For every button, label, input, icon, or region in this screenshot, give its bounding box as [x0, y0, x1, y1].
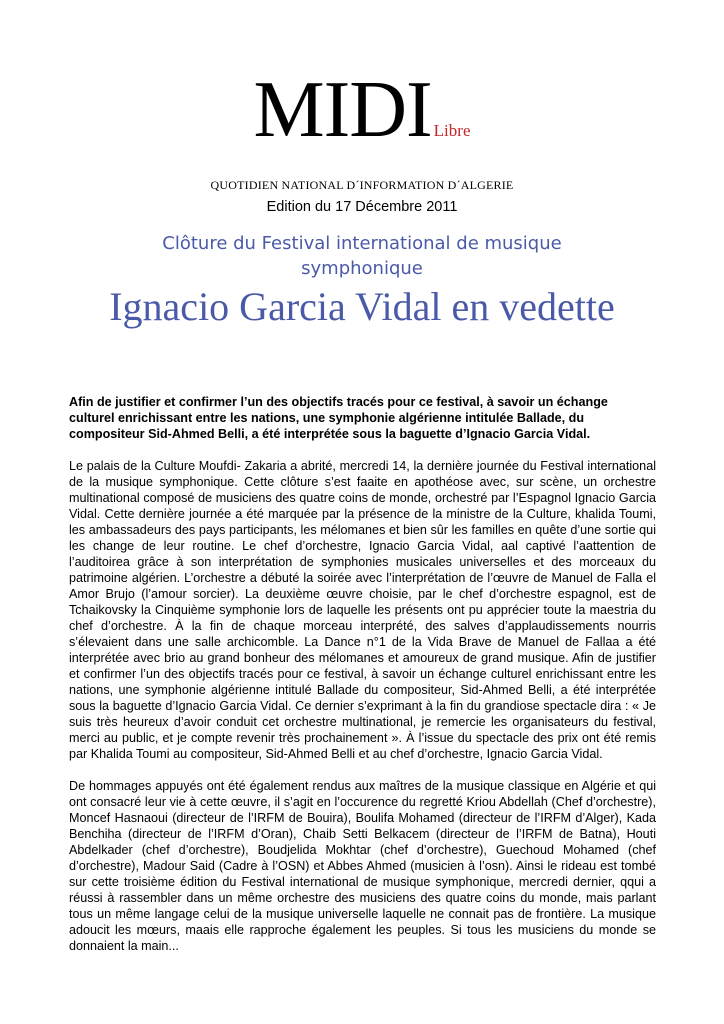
newspaper-subtitle: QUOTIDIEN NATIONAL D´INFORMATION D´ALGERIE — [210, 178, 514, 192]
newspaper-masthead — [0, 66, 724, 154]
article-headline: Ignacio Garcia Vidal en vedette — [109, 284, 615, 329]
article-body — [69, 394, 656, 970]
article-lead: Afin de justifier et confirmer l’un des objectifs tracés pour ce festival, à savoir un échange culturel enrichissant entre les nations, une symphonie algérienne intitulée Ballade, du compositeur Sid-Ahmed Belli, a été interprétée sous la baguette d’Ignacio Garcia Vidal. — [69, 395, 608, 441]
article-kicker: Clôture du Festival international de musique symphonique — [162, 233, 562, 279]
edition-date: Edition du 17 Décembre 2011 — [266, 199, 458, 215]
article-paragraph: De hommages appuyés ont été également rendus aux maîtres de la musique classique en Algérie et qui ont consacré leur vie à cette œuvre, il s’agit en l’occurence du regretté Kriou Abdellah (Chef d’orchestre), Moncef Hasnaoui (directeur de l’IRFM de Bouira), Boulifa Mohamed (directeur de l’IRFM d’Alger), Kada Benchiha (directeur de l’IRFM d’Oran), Chaib Setti Belkacem (directeur de l’IRFM de Batna), Houti Abdelkader (chef d’orchestre), Boudjelida Mokhtar (chef d’orchestre), Guechoud Mohamed (chef d’orchestre), Madour Said (Cadre à l’OSN) et Abbes Ahmed (musicien à l’osn). Ainsi le rideau est tombé sur cette troisième édition du Festival international de musique symphonique, mercredi dernier, qqui a réussi à rassembler dans un même orchestre des musiciens des quatre coins du monde, mais parlant tous un même langage celui de la musique universelle laquelle ne connait pas de frontière. La musique adoucit les mœurs, maais elle rapproche également les peuples. Si tous les musiciens du monde se donnaient la main... — [69, 779, 656, 953]
masthead-suffix: Libre — [433, 121, 471, 140]
masthead-name: MIDI — [253, 66, 432, 154]
article-paragraph: Le palais de la Culture Moufdi- Zakaria a abrité, mercredi 14, la dernière journée du Festival international de la musique symphonique. Cette clôture s’est faaite en apothéose avec, sur scène, un orchestre multinational composé de musiciens des quatre coins de monde, orchestré par l’Espagnol Ignacio Garcia Vidal. Cette dernière journée a été marquée par la présence de la ministre de la Culture, khalida Toumi, les ambassadeurs des pays participants, les mélomanes et bien sûr les familles en quête d’une sortie qui les change de leur routine. Le chef d’orchestre, Ignacio Garcia Vidal, aal captivé l’aattention de l’auditoirea grâce à son interprétation de symphonies musicales universelles et des morceaux du patrimoine algérien. L’orchestre a débuté la soirée avec l’interprétation de l’œuvre de Manuel de Falla el Amor Brujo (l’amour sorcier). La deuxième œuvre choisie, par le chef d’orchestre espagnol, est de Tchaikovsky la Cinquième symphonie lors de laquelle les présents ont pu apprécier toute la maestria du chef d’orchestre. À la fin de chaque morceau interprété, des salves d’applaudissements nourris s’élevaient dans une salle archicomble. La Dance n°1 de la Vida Brave de Manuel de Fallaa a été interprétée avec brio au grand bonheur des mélomanes et amoureux de grand musique. Afin de justifier et confirmer l’un des objectifs tracés pour ce festival, à savoir un échange culturel enrichissant entre les nations, une symphonie algérienne intitulé Ballade du compositeur, Sid-Ahmed Belli, a été interprétée sous la baguette d’Ignacio Garcia Vidal. Ce dernier s’exprimant à la fin du grandiose spectacle dira : « Je suis très heureux d’avoir conduit cet orchestre multinational, je remercie les organisateurs du festival, merci au public, et je compte revenir très prochainement ». À l’issue du spectacle des prix ont été remis par Khalida Toumi au compositeur, Sid-Ahmed Belli et au chef d’orchestre, Ignacio Garcia Vidal. — [69, 459, 656, 761]
